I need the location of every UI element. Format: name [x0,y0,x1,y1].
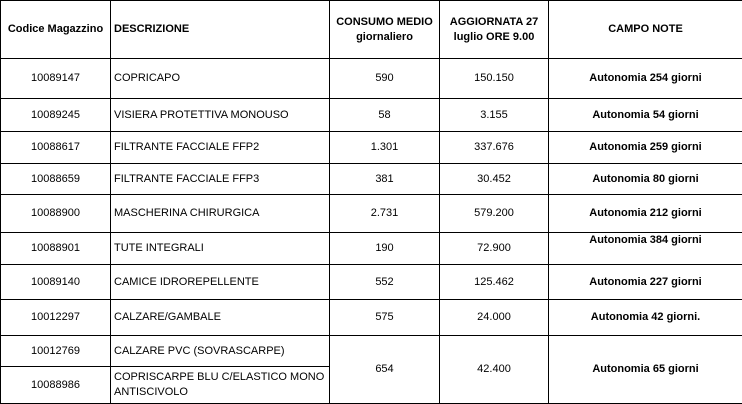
item-code: 10088901 [1,233,111,265]
table-row [1,336,742,367]
item-description: VISIERA PROTETTIVA MONOUSO [111,99,330,132]
item-description: TUTE INTEGRALI [111,233,330,265]
header-row [1,1,742,59]
stock-quantity: 150.150 [440,59,549,99]
item-code: 10088659 [1,164,111,195]
table-row [1,99,742,132]
daily-consumption: 590 [330,59,440,99]
daily-consumption: 381 [330,164,440,195]
table-row [1,164,742,195]
table-row [1,59,742,99]
table-row [1,265,742,300]
header-notes: CAMPO NOTE [549,1,742,59]
daily-consumption: 575 [330,300,440,336]
autonomy-note: Autonomia 227 giorni [549,265,742,300]
item-description: MASCHERINA CHIRURGICA [111,195,330,233]
header-consumption: CONSUMO MEDIO giornaliero [330,1,440,59]
stock-quantity: 337.676 [440,132,549,164]
daily-consumption: 58 [330,99,440,132]
header-code: Codice Magazzino [1,1,111,59]
autonomy-note: Autonomia 42 giorni. [549,300,742,336]
daily-consumption: 2.731 [330,195,440,233]
item-code: 10012769 [1,336,111,367]
table-row [1,233,742,265]
table-row [1,195,742,233]
table-row [1,300,742,336]
autonomy-note: Autonomia 259 giorni [549,132,742,164]
stock-quantity: 30.452 [440,164,549,195]
item-description: FILTRANTE FACCIALE FFP3 [111,164,330,195]
item-code: 10089245 [1,99,111,132]
autonomy-note: Autonomia 384 giorni [549,233,742,265]
item-description: CALZARE PVC (SOVRASCARPE) [111,336,330,367]
header-description: DESCRIZIONE [111,1,330,59]
stock-quantity: 72.900 [440,233,549,265]
autonomy-note: Autonomia 254 giorni [549,59,742,99]
item-description: COPRISCARPE BLU C/ELASTICO MONO ANTISCIVOLO [111,367,330,404]
stock-quantity: 42.400 [440,336,549,404]
table-row [1,132,742,164]
item-description: CAMICE IDROREPELLENTE [111,265,330,300]
autonomy-note: Autonomia 80 giorni [549,164,742,195]
autonomy-note: Autonomia 54 giorni [549,99,742,132]
item-description: COPRICAPO [111,59,330,99]
stock-quantity: 3.155 [440,99,549,132]
stock-quantity: 579.200 [440,195,549,233]
daily-consumption: 552 [330,265,440,300]
item-description: FILTRANTE FACCIALE FFP2 [111,132,330,164]
daily-consumption: 190 [330,233,440,265]
item-code: 10088986 [1,367,111,404]
item-code: 10012297 [1,300,111,336]
item-code: 10088900 [1,195,111,233]
item-code: 10089140 [1,265,111,300]
item-code: 10089147 [1,59,111,99]
header-updated: AGGIORNATA 27 luglio ORE 9.00 [440,1,549,59]
stock-quantity: 24.000 [440,300,549,336]
daily-consumption: 654 [330,336,440,404]
item-description: CALZARE/GAMBALE [111,300,330,336]
stock-quantity: 125.462 [440,265,549,300]
item-code: 10088617 [1,132,111,164]
autonomy-note: Autonomia 65 giorni [549,336,742,404]
daily-consumption: 1.301 [330,132,440,164]
autonomy-note: Autonomia 212 giorni [549,195,742,233]
